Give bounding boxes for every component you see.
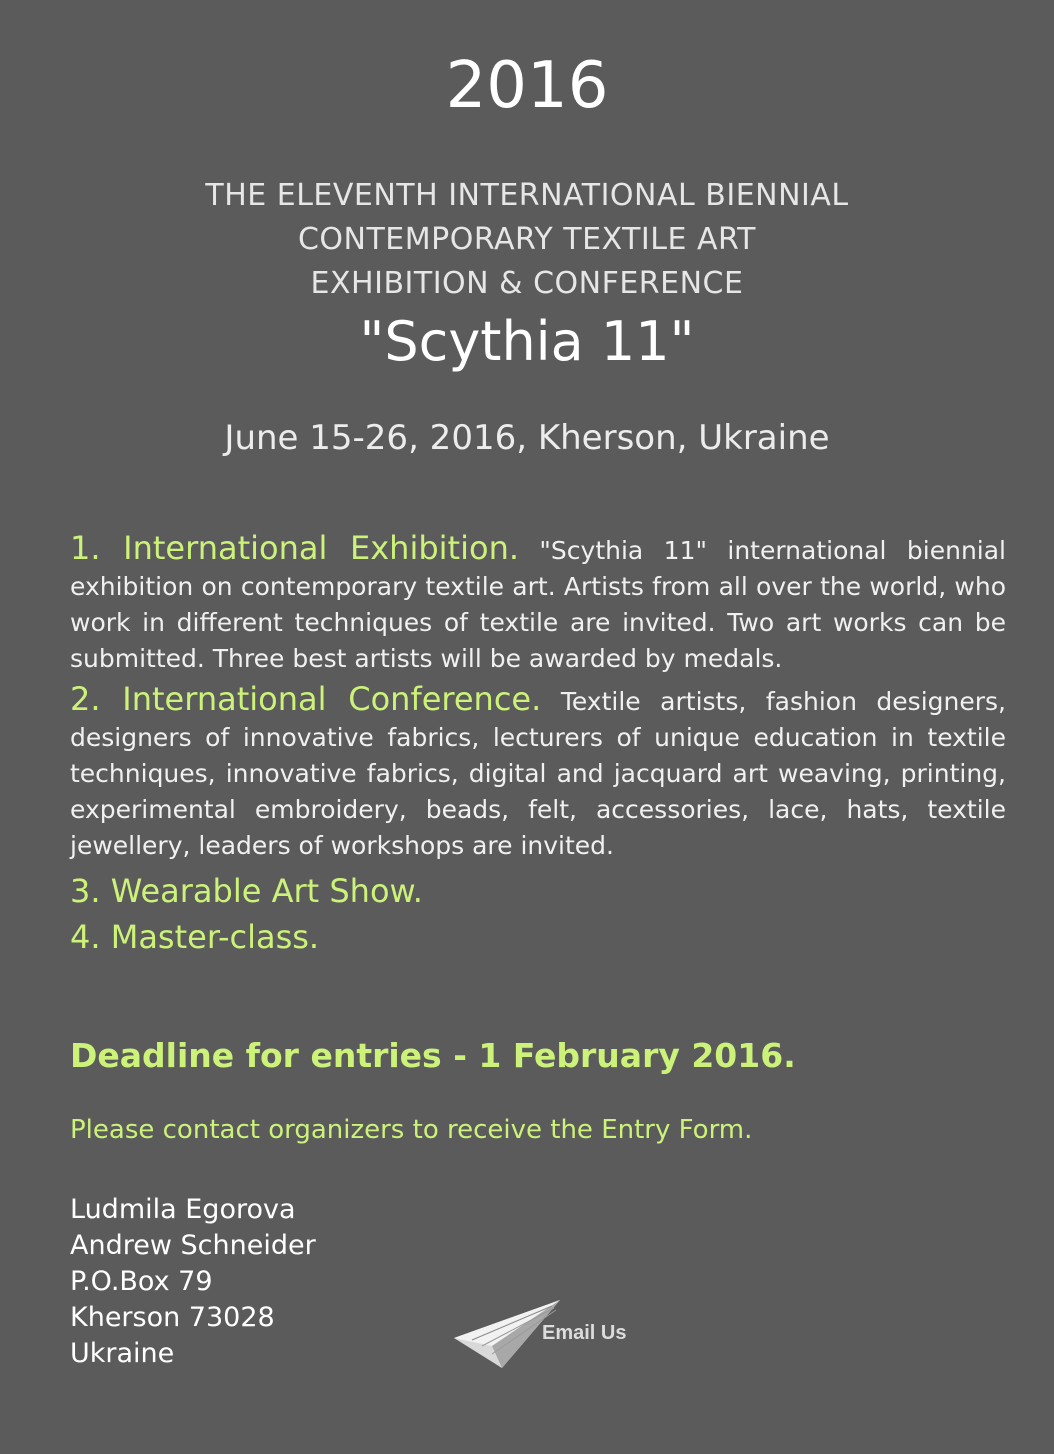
address-line: Ukraine [70, 1338, 175, 1369]
deadline-notice: Deadline for entries - 1 February 2016. [70, 1036, 796, 1075]
address-line: P.O.Box 79 [70, 1266, 213, 1297]
address-line: Andrew Schneider [70, 1230, 316, 1261]
title-line-1: THE ELEVENTH INTERNATIONAL BIENNIAL [205, 178, 849, 213]
year-heading: 2016 [445, 49, 609, 123]
section-heading: 1. International Exhibition. [70, 529, 520, 567]
section-master-class: 4. Master-class. [70, 918, 320, 956]
section-exhibition [70, 530, 1006, 677]
section-text: "Scythia 11" international biennial exhibition on contemporary textile art. Artists from all over the world, who work in different techniques of textile are invited. Two art works can be submitted. Three best artists will be awarded by medals. [70, 536, 1007, 673]
address-line: Ludmila Egorova [70, 1194, 296, 1225]
email-us-link[interactable] [452, 1296, 652, 1376]
event-title-block [0, 174, 1054, 306]
title-line-2: CONTEMPORARY TEXTILE ART [297, 222, 756, 257]
title-line-3: EXHIBITION & CONFERENCE [310, 266, 744, 301]
date-location: June 15-26, 2016, Kherson, Ukraine [224, 418, 830, 458]
address-line: Kherson 73028 [70, 1302, 275, 1333]
contact-note: Please contact organizers to receive the Entry Form. [70, 1115, 753, 1145]
section-conference [70, 681, 1006, 864]
section-text: Textile artists, fashion designers, designers of innovative fabrics, lecturers of unique education in textile techniques, innovative fabrics, digital and jacquard art weaving, printing, experimental embroidery, beads, felt, accessories, lace, hats, textile jewellery, leaders of workshops are invited. [70, 687, 1006, 860]
section-wearable-art: 3. Wearable Art Show. [70, 872, 423, 910]
section-heading: 2. International Conference. [70, 680, 542, 718]
email-us-label[interactable]: Email Us [542, 1322, 627, 1344]
event-name: "Scythia 11" [359, 310, 695, 373]
program-sections [70, 530, 1006, 960]
postal-address [70, 1192, 316, 1372]
